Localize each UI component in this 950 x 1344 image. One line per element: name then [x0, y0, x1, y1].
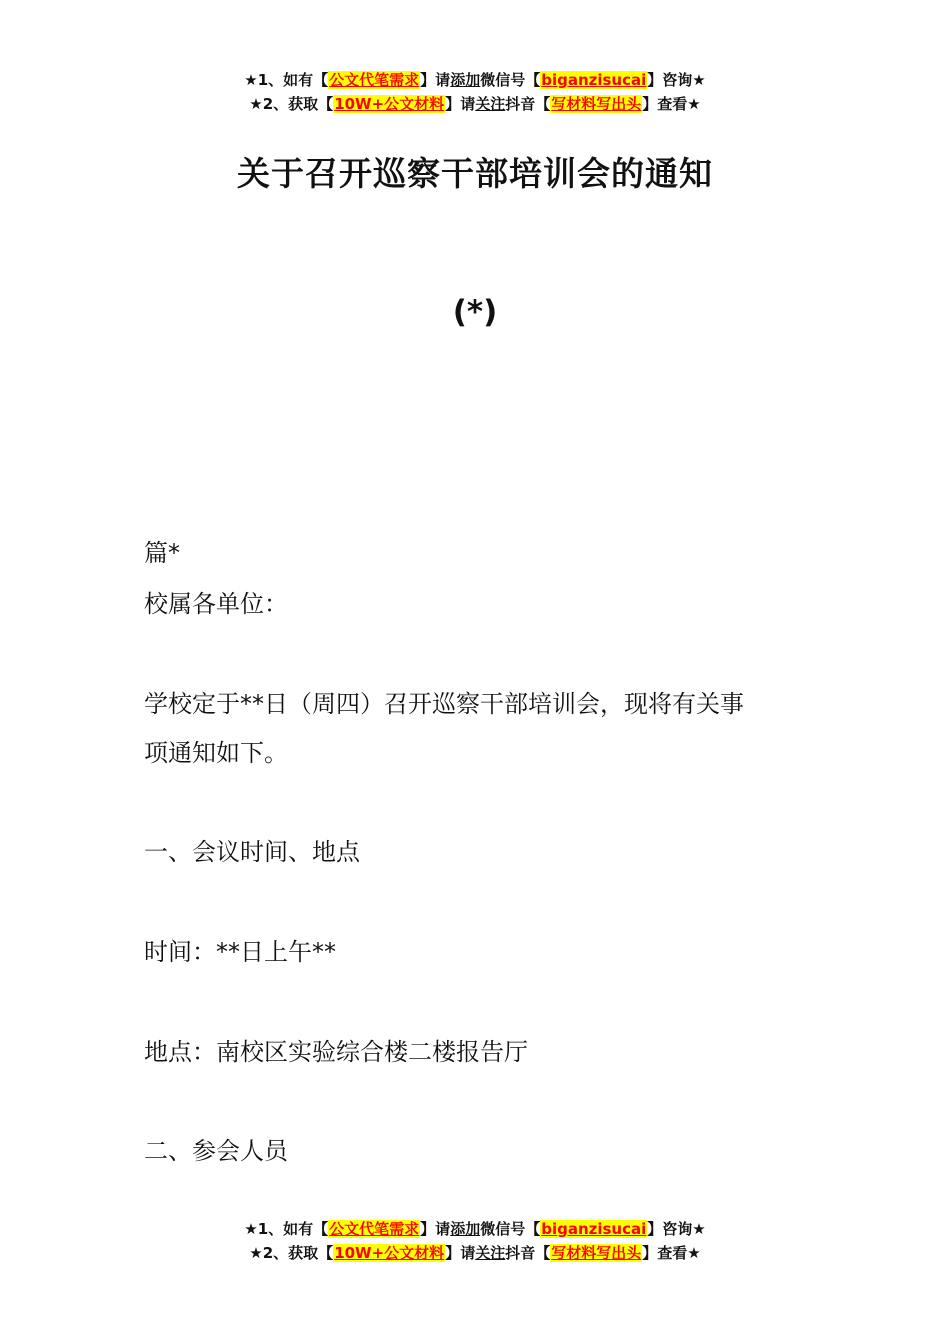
banner-text: 】请 — [445, 1244, 476, 1262]
document-subtitle: (*) — [452, 294, 498, 330]
banner-text: ★2、获取【 — [249, 95, 334, 113]
banner-text: 微信号【 — [480, 1220, 541, 1238]
body-paragraph: 学校定于**日（周四）召开巡察干部培训会，现将有关事 — [144, 690, 744, 718]
banner-text: 】咨询★ — [647, 1220, 706, 1238]
body-paragraph: 项通知如下。 — [144, 739, 288, 767]
banner-text: ★2、获取【 — [249, 1244, 334, 1262]
banner-text: 】咨询★ — [647, 71, 706, 89]
banner-highlight-service: 公文代笔需求 — [329, 71, 420, 89]
banner-text: 】查看★ — [642, 1244, 701, 1262]
banner-line-2 — [0, 1241, 950, 1265]
banner-text: 抖音【 — [505, 95, 551, 113]
banner-text: 】查看★ — [642, 95, 701, 113]
meeting-place: 地点：南校区实验综合楼二楼报告厅 — [144, 1038, 528, 1066]
meeting-time: 时间：**日上午** — [144, 938, 336, 966]
banner-highlight-wechat-id: biganzisucai — [541, 71, 647, 89]
banner-highlight-douyin: 写材料写出头 — [551, 1244, 642, 1262]
banner-text: ★1、如有【 — [244, 1220, 329, 1238]
document-title: 关于召开巡察干部培训会的通知 — [237, 154, 713, 193]
banner-highlight-wechat-id: biganzisucai — [541, 1220, 647, 1238]
banner-highlight-materials: 10W+公文材料 — [334, 95, 445, 113]
top-banner — [0, 68, 950, 116]
banner-underline-add: 添加 — [450, 1220, 481, 1238]
banner-underline-follow: 关注 — [475, 1244, 506, 1262]
banner-line-2 — [0, 92, 950, 116]
banner-underline-add: 添加 — [450, 71, 481, 89]
banner-line-1 — [0, 68, 950, 92]
banner-text: 微信号【 — [480, 71, 541, 89]
banner-text: 】请 — [445, 95, 476, 113]
banner-highlight-douyin: 写材料写出头 — [551, 95, 642, 113]
banner-highlight-materials: 10W+公文材料 — [334, 1244, 445, 1262]
banner-text: 抖音【 — [505, 1244, 551, 1262]
banner-text: 】请 — [420, 1220, 451, 1238]
bottom-banner — [0, 1217, 950, 1265]
banner-highlight-service: 公文代笔需求 — [329, 1220, 420, 1238]
section-label: 篇* — [144, 539, 180, 567]
banner-underline-follow: 关注 — [475, 95, 506, 113]
salutation: 校属各单位： — [144, 590, 288, 618]
banner-line-1 — [0, 1217, 950, 1241]
banner-text: ★1、如有【 — [244, 71, 329, 89]
banner-text: 】请 — [420, 71, 451, 89]
section-heading-time-place: 一、会议时间、地点 — [144, 838, 360, 866]
section-heading-attendees: 二、参会人员 — [144, 1137, 288, 1165]
